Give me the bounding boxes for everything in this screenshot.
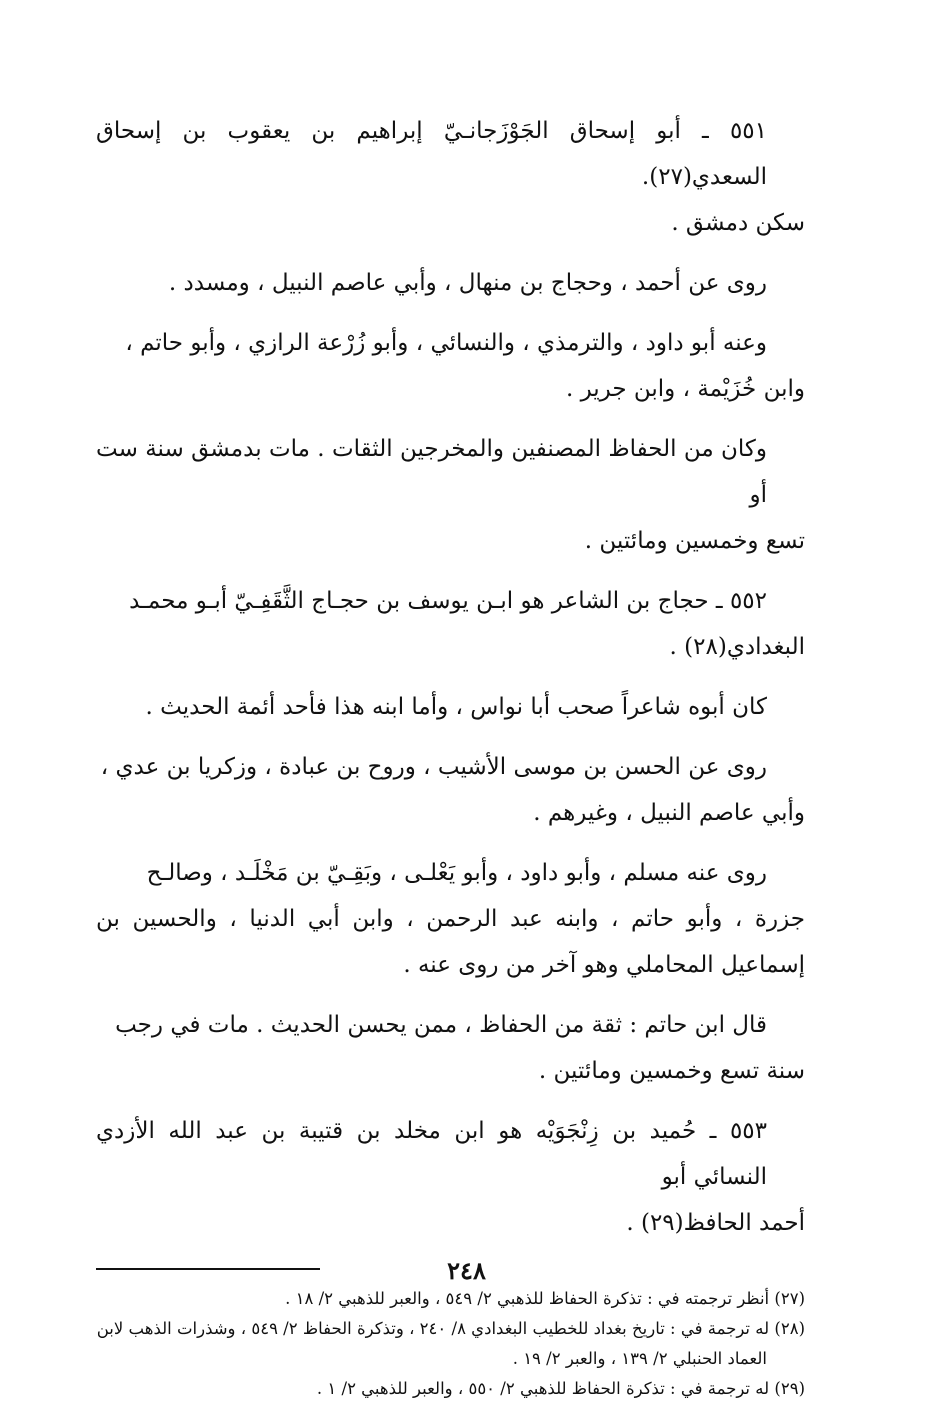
footnote-line: العماد الحنبلي ٢/ ١٣٩ ، والعبر ٢/ ١٩ . (512, 1349, 767, 1368)
paragraph-line: ٥٥٢ ـ حجاج بن الشاعر هو ابـن يوسف بن حجـاج الثَّقَفِـيّ أبـو محمـد (129, 588, 767, 614)
paragraph-entry-553 (96, 1108, 805, 1246)
paragraph-line: سنة تسع وخمسين ومائتين . (538, 1058, 805, 1084)
paragraph-line: روى عنه مسلم ، وأبو داود ، وأبو يَعْلـى ، وبَقِـيّ بن مَخْلَـد ، وصالـح (146, 860, 767, 886)
paragraph-line: المحاملي وهو آخر من روى عنه . (403, 952, 714, 978)
footnote-line: (٢٧) أنظر ترجمته في : تذكرة الحفاظ للذهبي ٢/ ٥٤٩ ، والعبر للذهبي ٢/ ١٨ . (285, 1289, 805, 1308)
paragraph-line: قال ابن حاتم : ثقة من الحفاظ ، ممن يحسن الحديث . مات في رجب (115, 1012, 767, 1038)
paragraph-line: ٥٥١ ـ أبو إسحاق الجَوْزَجانـيّ إبراهيم بن يعقوب بن إسحاق السعدي(٢٧). (96, 118, 767, 190)
paragraph-father (96, 684, 805, 730)
footnote-line: (٢٨) له ترجمة في : تاريخ بغداد للخطيب البغدادي ٨/ ٢٤٠ ، وتذكرة الحفاظ ٢/ ٥٤٩ ، وشذرات الذهب لابن (96, 1319, 805, 1338)
paragraph-line: وعنه أبو داود ، والترمذي ، والنسائي ، وأبو زُرْعة الرازي ، وأبو حاتم ، (125, 330, 767, 356)
paragraph-narrated-from (96, 260, 805, 306)
paragraph-death (96, 426, 805, 564)
paragraph-line: ٥٥٣ ـ حُميد بن زِنْجَوَيْه هو ابن مخلد بن قتيبة بن عبد الله الأزدي النسائي أبو (96, 1118, 767, 1190)
paragraph-line: وابن خُزَيْمة ، وابن جرير . (565, 376, 805, 402)
paragraph-line: كان أبوه شاعراً صحب أبا نواس ، وأما ابنه هذا فأحد أئمة الحديث . (145, 694, 767, 720)
paragraph-line: أحمد الحافظ(٢٩) . (626, 1210, 805, 1236)
paragraph-entry-551 (96, 108, 805, 246)
footnote-27 (96, 1284, 805, 1314)
paragraph-line: جزرة ، وأبو حاتم ، وابنه عبد الرحمن ، وابن أبي الدنيا ، والحسين بن إسماعيل (96, 906, 805, 978)
paragraph-line: وكان من الحفاظ المصنفين والمخرجين الثقات . مات بدمشق سنة ست أو (96, 436, 767, 508)
footnotes (96, 1284, 805, 1404)
paragraph-line: تسع وخمسين ومائتين . (584, 528, 805, 554)
paragraph-line: وأبي عاصم النبيل ، وغيرهم . (533, 800, 805, 826)
paragraph-narrated-from-2 (96, 744, 805, 836)
footnote-28 (96, 1314, 805, 1374)
paragraph-narrators (96, 320, 805, 412)
footnote-29 (96, 1374, 805, 1404)
page-number: ٢٤٨ (447, 1256, 486, 1285)
paragraph-line: روى عن الحسن بن موسى الأشيب ، وروح بن عبادة ، وزكريا بن عدي ، (100, 754, 767, 780)
paragraph-narrators-2 (96, 850, 805, 988)
body-text (96, 108, 805, 1246)
paragraph-entry-552 (96, 578, 805, 670)
footnote-line: (٢٩) له ترجمة في : تذكرة الحفاظ للذهبي ٢/ ٥٥٠ ، والعبر للذهبي ٢/ ١ . (316, 1379, 805, 1398)
paragraph-line: روى عن أحمد ، وحجاج بن منهال ، وأبي عاصم النبيل ، ومسدد . (168, 270, 767, 296)
paragraph-line: سكن دمشق . (671, 210, 805, 236)
paragraph-assessment (96, 1002, 805, 1094)
paragraph-line: البغدادي(٢٨) . (669, 634, 805, 660)
